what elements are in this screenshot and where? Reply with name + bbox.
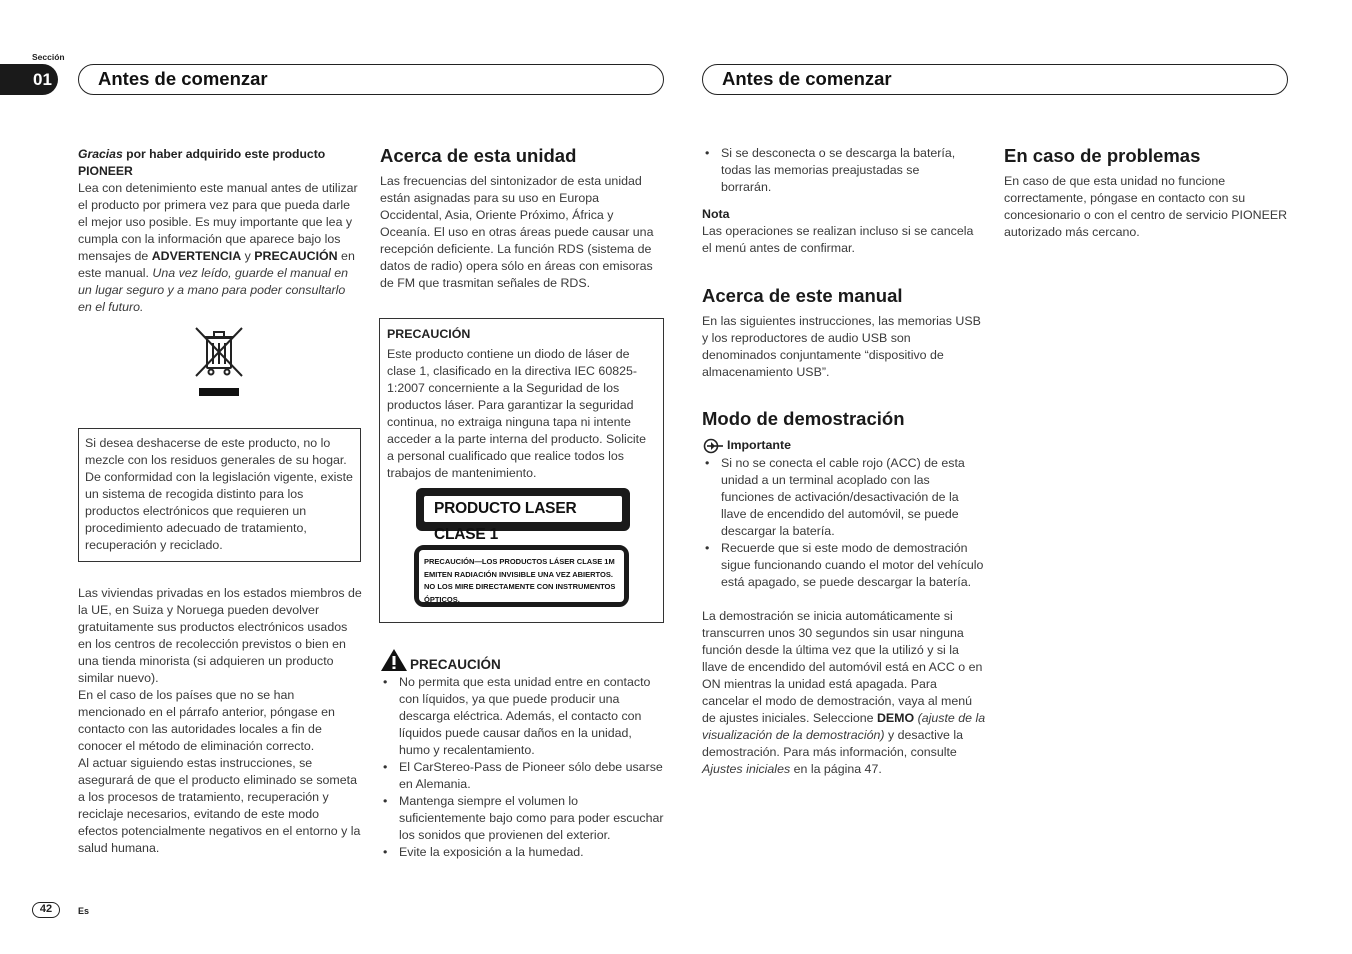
heading-about-manual: Acerca de este manual [702,285,903,306]
recycling-paragraph-2: En el caso de los países que no se han mencionado en el párrafo anterior, póngase en contacto con las autoridades locales a fin de conocer el método de eliminación correcto. [78,688,335,753]
important-label: Importante [727,438,792,452]
column-1 [78,146,362,316]
disposal-text: Si desea deshacerse de este producto, no lo mezcle con los residuos generales de su hogar. De conformidad con la legislación vigente, existe un sistema de recogida distinto para los productos electrónicos que requieren un procedimiento adecuado de tratamiento, recuperación y reciclado. [85,436,353,552]
column-3 [702,145,986,257]
thanks-rest: por haber adquirido este producto [122,147,326,161]
laser-caution-text: Este producto contiene un diodo de láser de clase 1, clasificado en la directiva IEC 60825-1:2007 concerniente a la Seguridad de los productos láser. Para garantizar la seguridad continua, no extraiga ninguna tapa ni intente acceder a la parte interna del producto. Solicite a personal cualificado que realice todos los trabajos de mantenimiento. [387,347,646,480]
list-item: • No permita que esta unidad entre en contacto con líquidos, ya que puede producir una descarga eléctrica. Además, el contacto con líquidos puede causar daños en la unidad, humo y recalentamiento. [380,674,664,759]
about-manual-text: En las siguientes instrucciones, las memorias USB y los reproductores de audio USB son denominados conjuntamente “dispositivo de almacenamiento USB”. [702,314,981,379]
list-item: • Mantenga siempre el volumen lo suficientemente bajo como para poder escuchar los sonidos que provienen del exterior. [380,793,664,844]
recycling-paragraph-1: Las viviendas privadas en los estados miembros de la UE, en Suiza y Noruega pueden devolver gratuitamente sus productos electrónicos usados en los centros de recolección previstos o bien en una tienda minorista (si adquieren un producto similar nuevo). [78,586,362,685]
column-1-lower [78,585,362,857]
thanks-line [78,146,362,180]
demo-section [702,408,986,778]
header-right: Antes de comenzar [702,64,1288,95]
warning-triangle-icon [380,648,408,677]
page-number: 42 [32,902,60,918]
list-item: • El CarStereo-Pass de Pioneer sólo debe usarse en Alemania. [380,759,664,793]
weee-bin-icon [194,326,244,398]
language-code: Es [78,906,90,916]
caution-title: PRECAUCIÓN [410,657,501,672]
thanks-brand: PIONEER [78,164,133,178]
list-item: • Evite la exposición a la humedad. [380,844,664,861]
battery-list [702,145,972,196]
laser-class-label: PRODUCTO LASER CLASE 1 [416,488,630,531]
list-item: • Si no se conecta el cable rojo (ACC) de esta unidad a un terminal acoplado con las funciones de activación/desactivación de la llave de encendido del automóvil, se puede descargar la batería. [702,455,986,540]
section-number-tab: 01 [0,64,58,95]
important-row [702,437,986,455]
laser-caution-title: PRECAUCIÓN [387,327,471,341]
header-left: Antes de comenzar [78,64,664,95]
caution-list [380,674,664,861]
manual-section [702,285,986,381]
list-item: • Recuerde que si este modo de demostración sigue funcionando cuando el motor del vehículo está apagado, se puede descargar la batería. [702,540,986,591]
caution-list-container [380,674,664,861]
about-unit-text: Las frecuencias del sintonizador de esta unidad están asignadas para su uso en Europa Occidental, Asia, Oriente Próximo, África y Oceanía. El uso en otras áreas puede causar una recepción deficiente. La función RDS (sistema de datos de radio) opera sólo en áreas con emisoras de FM que trasmitan señales de RDS. [380,174,654,290]
heading-about-unit: Acerca de esta unidad [380,145,577,166]
thanks-italic: Gracias [78,147,123,161]
laser-warning-label: PRECAUCIÓN—LOS PRODUCTOS LÁSER CLASE 1M EMITEN RADIACIÓN INVISIBLE UNA VEZ ABIERTOS. NO LOS MIRE DIRECTAMENTE CON INSTRUMENTOS ÓPTICOS. [414,545,629,607]
recycling-paragraph-3: Al actuar siguiendo estas instrucciones, se asegurará de que el producto eliminado se someta a los procesos de tratamiento, recuperación y reciclaje necesarios, evitando de este modo efectos potencialmente negativos en el entorno y la salud humana. [78,756,361,855]
demo-list [702,455,986,591]
heading-troubleshooting: En caso de problemas [1004,145,1201,166]
list-item: • Si se desconecta o se descarga la batería, todas las memorias preajustadas se borrarán. [702,145,972,196]
note-label: Nota [702,207,730,221]
heading-demo-mode: Modo de demostración [702,408,905,429]
demo-paragraph: La demostración se inicia automáticamente si transcurren unos 30 segundos sin usar ninguna función desde la última vez que la utilizó y si la llave de encendido del automóvil está en ACC o en ON mientras la unidad está apagada. Para cancelar el modo de demostración, vaya al menú de ajustes iniciales. Seleccione DEMO (ajuste de la visualización de la demostración) y desactive la demostración. Para más información, consulte Ajustes iniciales en la página 47. [702,609,986,776]
intro-paragraph: Lea con detenimiento este manual antes de utilizar el producto por primera vez para que pueda darle el mejor uso posible. Es muy importante que lea y cumpla con la información que aparece bajo los mensajes de ADVERTENCIA y PRECAUCIÓN en este manual. Una vez leído, guarde el manual en un lugar seguro y a mano para poder consultarlo en el futuro. [78,181,358,314]
section-label: Sección [32,52,65,62]
disposal-notice-box [78,428,361,562]
note-text: Las operaciones se realizan incluso si se cancela el menú antes de confirmar. [702,224,974,255]
column-2 [380,145,664,292]
column-4 [1004,145,1288,241]
troubleshooting-text: En caso de que esta unidad no funcione correctamente, póngase en contacto con su concesionario o con el centro de servicio PIONEER autorizado más cercano. [1004,174,1288,239]
